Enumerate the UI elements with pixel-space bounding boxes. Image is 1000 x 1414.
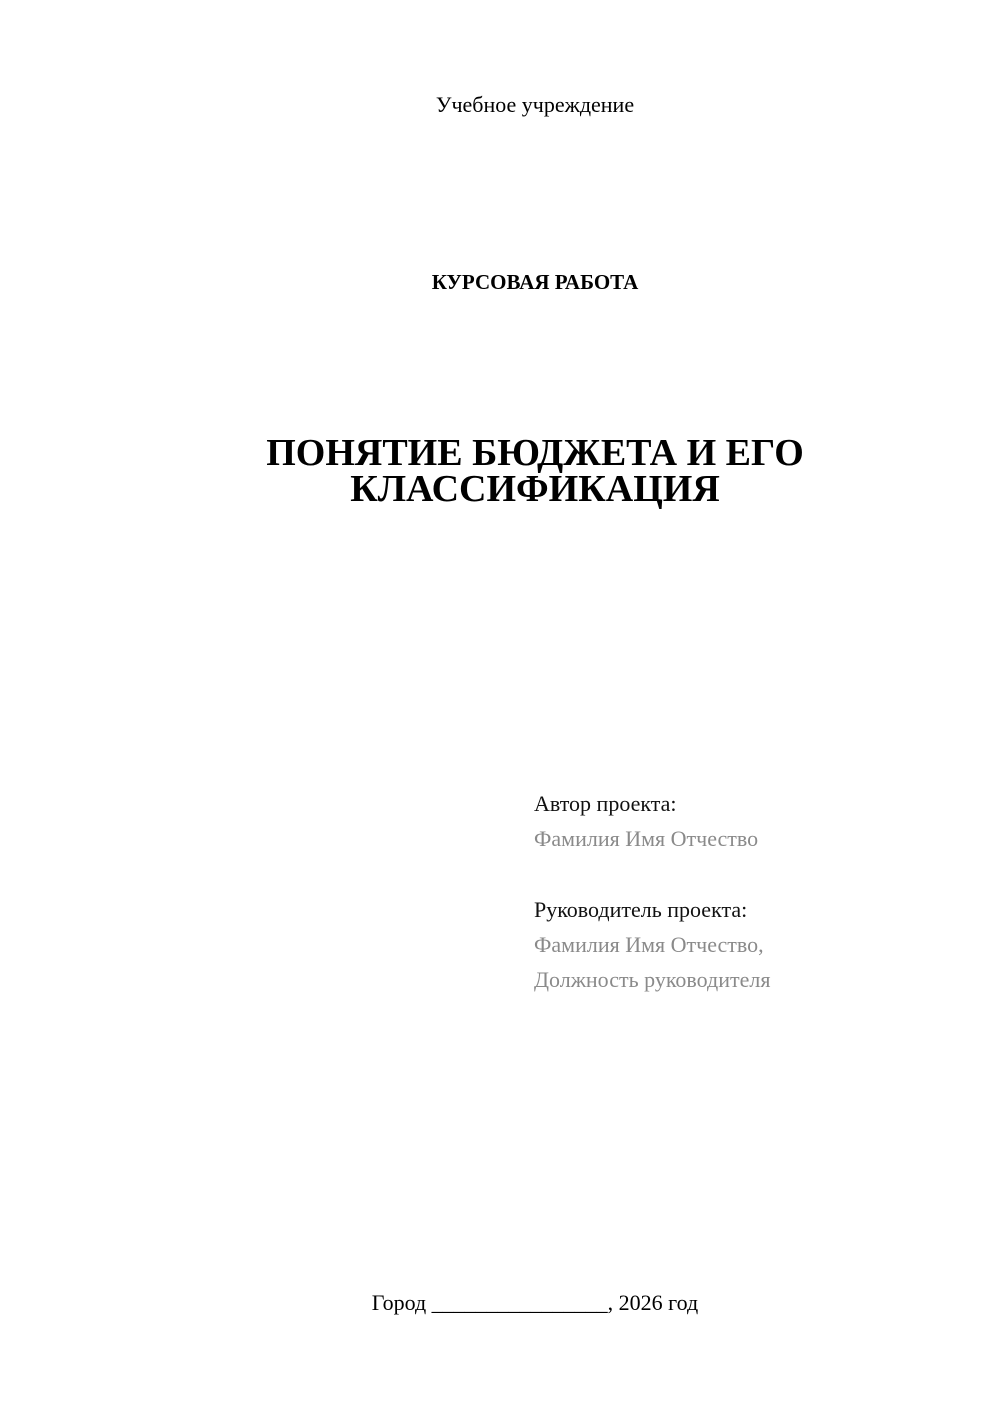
topic-title-line-1: ПОНЯТИЕ БЮДЖЕТА И ЕГО — [266, 432, 804, 474]
supervisor-name: Фамилия Имя Отчество, — [534, 932, 764, 957]
supervisor-section — [534, 892, 974, 997]
topic-title-line-2: КЛАССИФИКАЦИЯ — [350, 468, 720, 510]
author-label: Автор проекта: — [534, 791, 677, 816]
institution-name: Учебное учреждение — [435, 92, 635, 117]
author-section — [534, 786, 974, 856]
supervisor-position: Должность руководителя — [534, 967, 771, 992]
supervisor-label: Руководитель проекта: — [534, 897, 748, 922]
work-type-heading: КУРСОВАЯ РАБОТА — [431, 270, 639, 294]
author-name: Фамилия Имя Отчество — [534, 826, 759, 851]
topic-title — [70, 432, 1000, 510]
city-year-footer: Город ________________, 2026 год — [371, 1290, 699, 1315]
